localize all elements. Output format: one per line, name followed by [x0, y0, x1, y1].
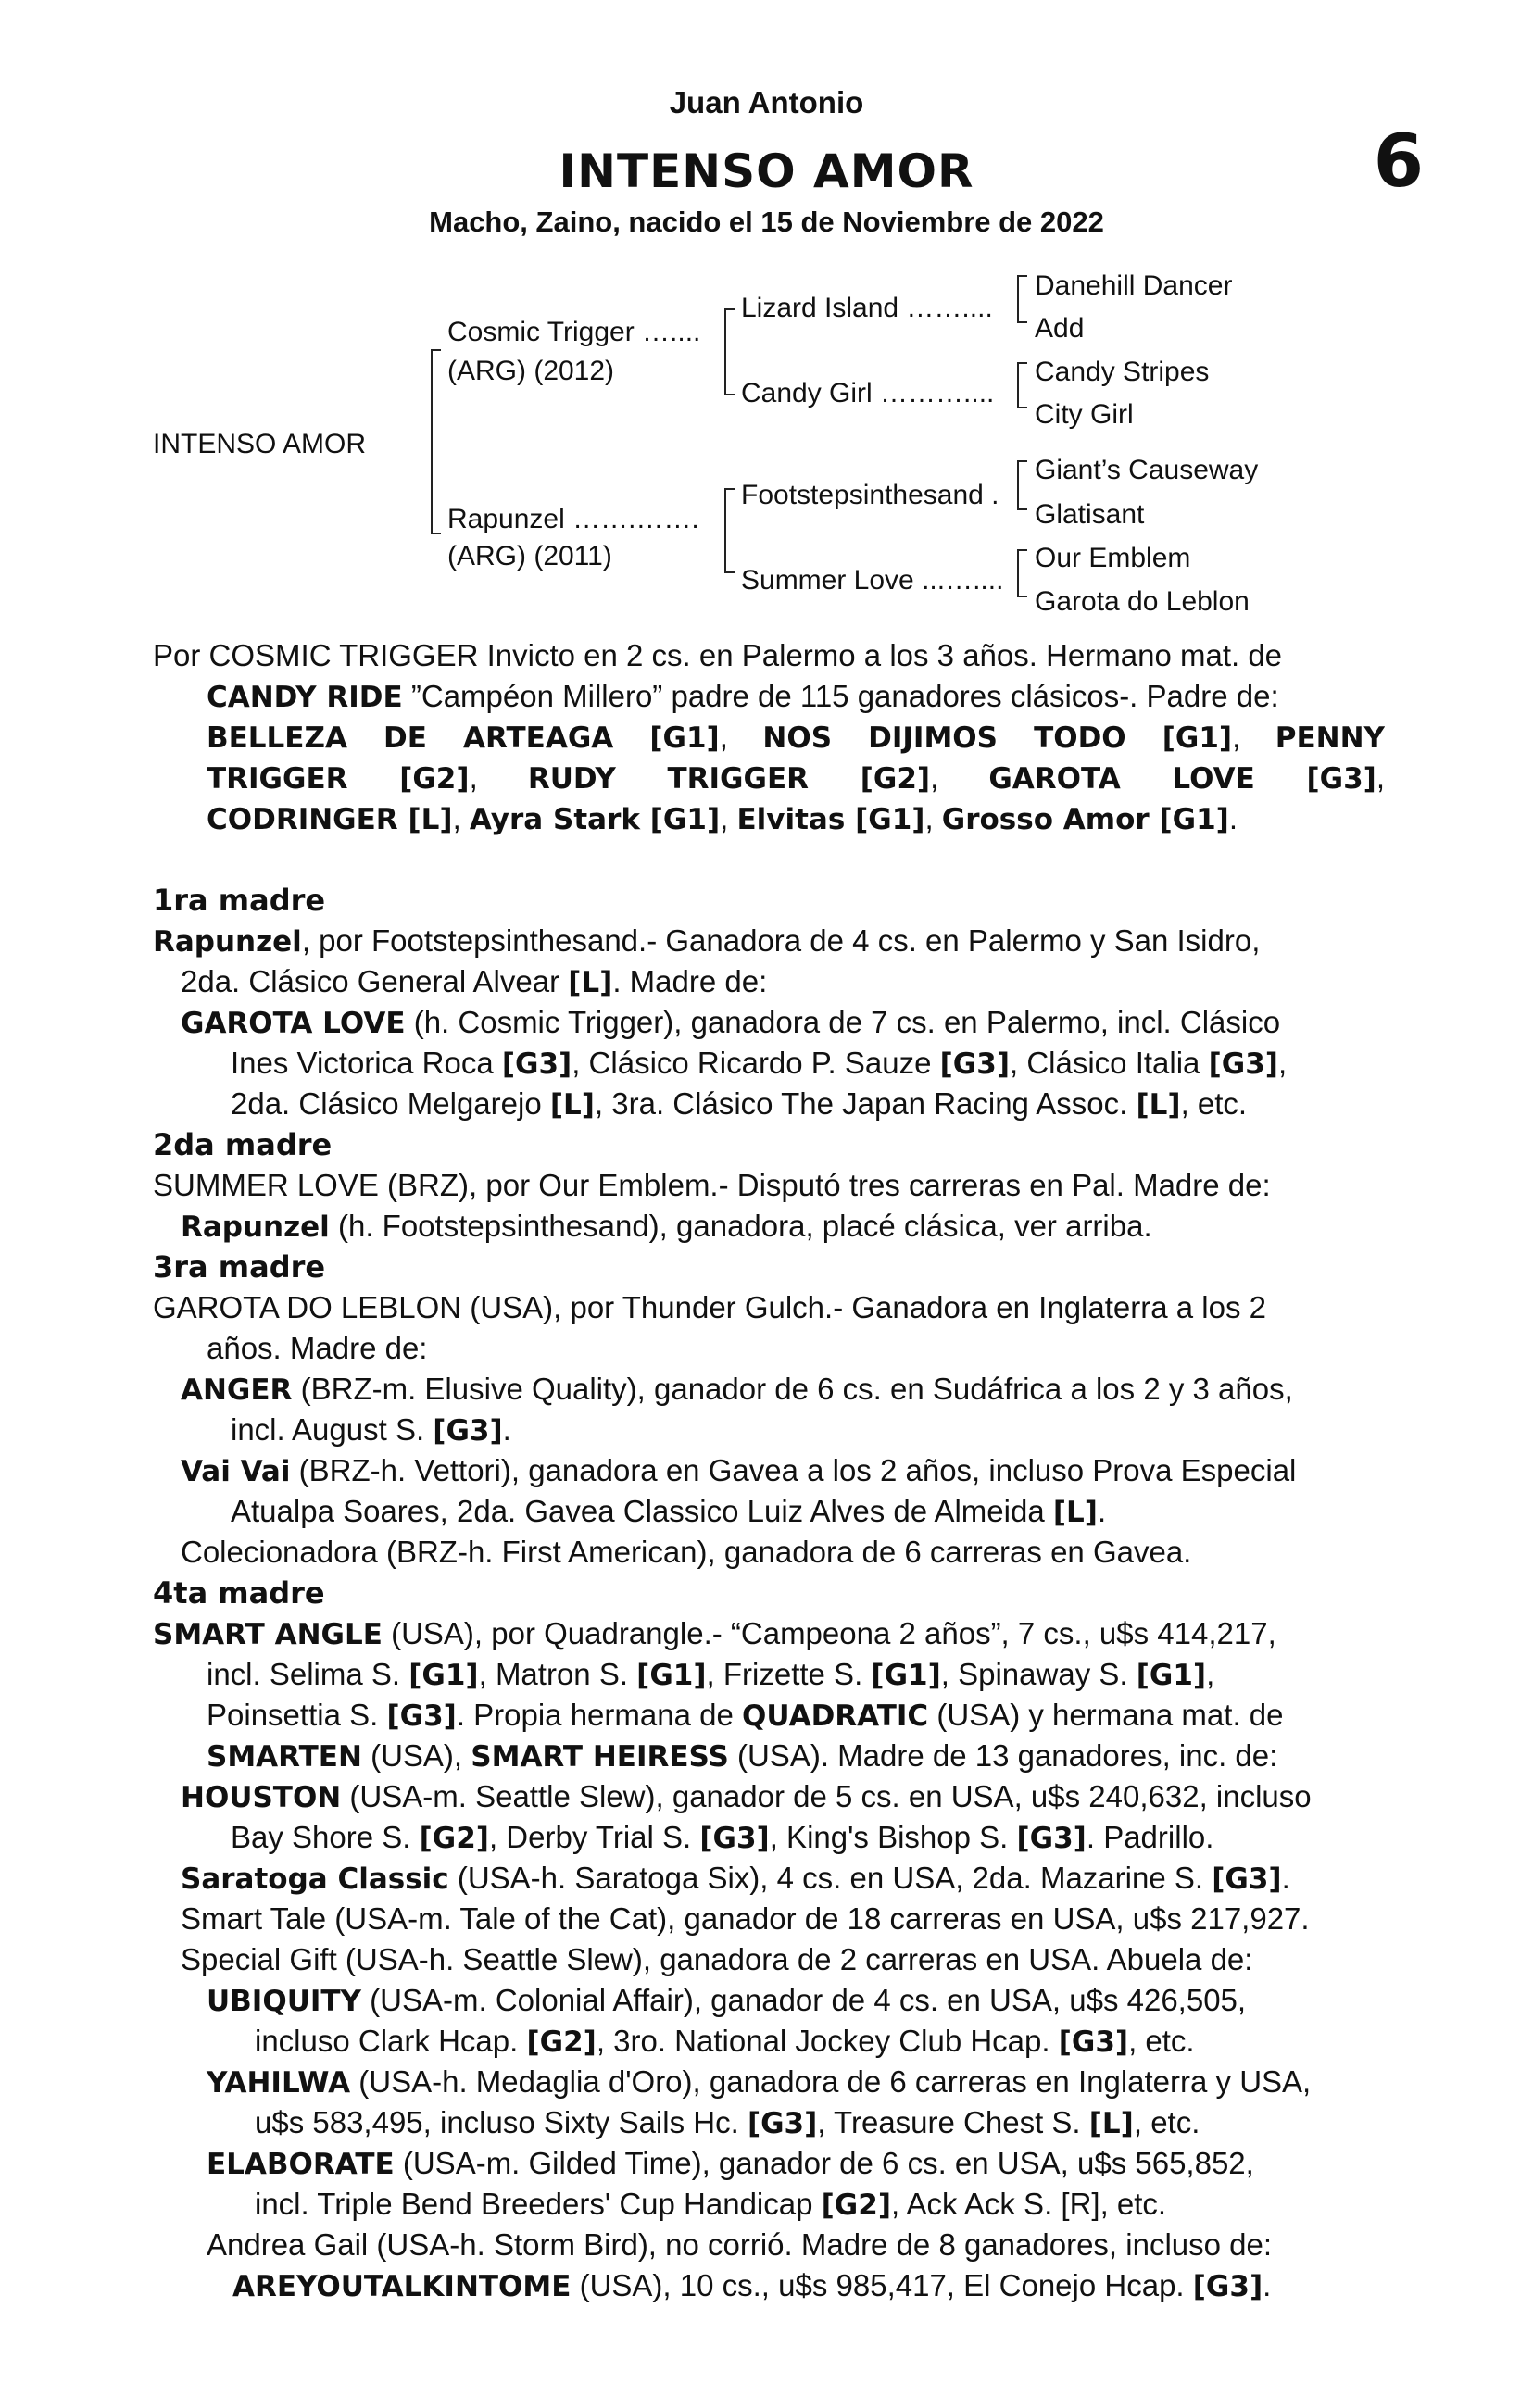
horse-ref: HOUSTON — [181, 1781, 342, 1814]
text-run: , Frizette S. — [706, 1657, 872, 1691]
text-run: , Ack Ack S. [R], etc. — [891, 2187, 1167, 2221]
text-line — [153, 921, 1385, 961]
horse-name: INTENSO AMOR — [559, 144, 974, 198]
text-run: (USA-m. Colonial Affair), ganador de 4 cs. en USA, u$s 426,505, — [361, 1983, 1247, 2017]
text-run: , Treasure Chest S. — [817, 2105, 1089, 2139]
text-run: Bay Shore S. — [231, 1820, 420, 1854]
section-heading: 1ra madre — [153, 883, 326, 918]
text-run: . — [1228, 801, 1238, 835]
text-line — [153, 1084, 1385, 1124]
text-run: GAROTA DO LEBLON (USA), por Thunder Gulch.- Ganadora en Inglaterra a los 2 — [153, 1290, 1266, 1324]
race-grade: [G3] — [433, 1414, 503, 1448]
text-run: SUMMER LOVE (BRZ), por Our Emblem.- Disputó tres carreras en Pal. Madre de: — [153, 1168, 1271, 1202]
text-run: . Madre de: — [612, 964, 768, 998]
text-run: 2da. Clásico General Alvear — [181, 964, 569, 998]
text-line — [153, 1532, 1385, 1573]
horse-ref: Rapunzel — [181, 1210, 330, 1244]
text-line — [153, 1980, 1385, 2021]
lot-number: 6 — [1373, 120, 1424, 204]
text-line — [153, 1206, 1385, 1247]
dam-name: Rapunzel …….……. — [447, 504, 699, 534]
text-run: Ines Victorica Roca — [231, 1046, 502, 1080]
text-run: , — [924, 801, 934, 835]
text-run: , — [1232, 720, 1241, 754]
text-run: ”Campéon Millero” padre de 115 ganadores clásicos-. Padre de: — [402, 679, 1279, 713]
text-run: , — [720, 801, 729, 835]
text-run: (USA), por Quadrangle.- “Campeona 2 años”, 7 cs., u$s 414,217, — [382, 1616, 1276, 1650]
race-grade: [L] — [549, 1088, 595, 1122]
text-run: , — [719, 720, 728, 754]
text-run: (USA), — [361, 1738, 471, 1773]
race-grade: [G1] — [636, 1659, 707, 1692]
horse-ref: GAROTA LOVE — [181, 1007, 406, 1040]
text-run: . Padrillo. — [1086, 1820, 1214, 1854]
fourth-dam-section — [153, 1573, 1385, 2306]
text-run: (USA). Madre de 13 ganadores, inc. de: — [728, 1738, 1278, 1773]
section-heading: 3ra madre — [153, 1249, 326, 1285]
text-run: Colecionadora (BRZ-h. First American), ganadora de 6 carreras en Gavea. — [181, 1535, 1192, 1569]
race-grade: [L] — [1052, 1496, 1098, 1529]
text-run: años. Madre de: — [207, 1331, 428, 1365]
text-line — [153, 2021, 1385, 2062]
text-run: , King's Bishop S. — [769, 1820, 1017, 1854]
text-run: . — [1263, 2268, 1272, 2302]
race-grade: [G3] — [747, 2107, 818, 2140]
race-grade: [G1] — [408, 1659, 479, 1692]
race-grade: [G3] — [1208, 1047, 1278, 1081]
owner-name: Juan Antonio — [669, 85, 864, 119]
text-run: Poinsettia S. — [207, 1698, 387, 1732]
great-grandparent: Giant’s Causeway — [1035, 455, 1259, 485]
text-run: . — [1097, 1494, 1107, 1528]
text-run: (USA-m. Gilded Time), ganador de 6 cs. en USA, u$s 565,852, — [394, 2146, 1254, 2180]
great-grandparent: City Girl — [1035, 399, 1134, 430]
text-run: (USA-h. Saratoga Six), 4 cs. en USA, 2da. Mazarine S. — [448, 1861, 1213, 1895]
text-line — [153, 798, 1385, 839]
text-line — [153, 1899, 1385, 1939]
text-line — [207, 717, 1385, 758]
text-run: . — [1281, 1861, 1290, 1895]
text-run: (USA-h. Medaglia d'Oro), ganadora de 6 carreras en Inglaterra y USA, — [350, 2064, 1312, 2099]
catalog-text — [153, 635, 1385, 2306]
text-line — [153, 1328, 1385, 1369]
text-run: , — [452, 801, 461, 835]
offspring-name: PENNY — [1275, 721, 1385, 755]
text-line — [153, 1002, 1385, 1043]
horse-ref: UBIQUITY — [207, 1985, 361, 2018]
offspring-name: NOS DIJIMOS TODO [G1] — [762, 721, 1233, 755]
text-run: incl. Triple Bend Breeders' Cup Handicap — [255, 2187, 822, 2221]
offspring-name: Elvitas [G1] — [736, 803, 925, 836]
text-line — [153, 1695, 1385, 1736]
offspring-name: BELLEZA DE ARTEAGA [G1] — [207, 721, 720, 755]
race-grade: [G3] — [1212, 1862, 1282, 1896]
horse-ref: ELABORATE — [207, 2148, 395, 2181]
text-line — [153, 1613, 1385, 1654]
grandparent: Candy Girl ……….... — [741, 378, 995, 408]
text-run: , 3ro. National Jockey Club Hcap. — [596, 2024, 1059, 2058]
text-line — [153, 1369, 1385, 1410]
text-run: . — [502, 1412, 511, 1447]
race-grade: [G1] — [871, 1659, 941, 1692]
race-grade: [G2] — [419, 1822, 489, 1855]
text-run: , Clásico Italia — [1010, 1046, 1209, 1080]
text-run: (USA) y hermana mat. de — [928, 1698, 1284, 1732]
text-run: , Spinaway S. — [940, 1657, 1137, 1691]
race-grade: [L] — [1136, 1088, 1181, 1122]
race-grade: [G3] — [1058, 2025, 1129, 2059]
text-line — [153, 2102, 1385, 2143]
race-grade: [G3] — [1192, 2270, 1263, 2303]
sire-origin: (ARG) (2012) — [447, 356, 615, 386]
race-grade: [G2] — [526, 2025, 597, 2059]
text-run: , Derby Trial S. — [488, 1820, 700, 1854]
first-dam-section — [153, 880, 1385, 1124]
horse-ref: QUADRATIC — [742, 1699, 929, 1733]
offspring-name: GAROTA LOVE [G3] — [988, 762, 1376, 796]
horse-ref: SMART ANGLE — [153, 1618, 383, 1651]
text-run: incl. Selima S. — [207, 1657, 409, 1691]
offspring-name: CODRINGER [L] — [207, 803, 453, 836]
text-line — [153, 2062, 1385, 2102]
text-run: 2da. Clásico Melgarejo — [231, 1086, 550, 1121]
text-line — [153, 1817, 1385, 1858]
horse-ref: Vai Vai — [181, 1455, 291, 1488]
pedigree-subject: INTENSO AMOR — [153, 429, 367, 459]
text-line — [153, 1410, 1385, 1450]
text-line — [153, 1654, 1385, 1695]
text-run: Atualpa Soares, 2da. Gavea Classico Luiz Alves de Almeida — [231, 1494, 1053, 1528]
great-grandparent: Garota do Leblon — [1035, 586, 1250, 617]
great-grandparent: Glatisant — [1035, 499, 1145, 530]
text-run: , — [1277, 1046, 1288, 1080]
race-grade: [L] — [1088, 2107, 1134, 2140]
horse-ref: AREYOUTALKINTOME — [232, 2270, 572, 2303]
text-run: incl. August S. — [231, 1412, 434, 1447]
race-grade: [G3] — [501, 1047, 572, 1081]
section-heading: 4ta madre — [153, 1575, 325, 1611]
race-grade: [G3] — [1016, 1822, 1087, 1855]
text-line — [153, 1043, 1385, 1084]
horse-ref: SMARTEN — [207, 1740, 362, 1774]
horse-ref: SMART HEIRESS — [471, 1740, 729, 1774]
text-run: . Propia hermana de — [456, 1698, 742, 1732]
horse-description: Macho, Zaino, nacido el 15 de Noviembre de 2022 — [429, 206, 1104, 238]
text-line — [153, 1776, 1385, 1817]
text-line — [153, 2143, 1385, 2184]
race-grade: [G1] — [1136, 1659, 1207, 1692]
grandparent: Summer Love ...….... — [741, 565, 1004, 596]
race-grade: [G3] — [699, 1822, 770, 1855]
race-grade: [G3] — [939, 1047, 1010, 1081]
text-run: (h. Cosmic Trigger), ganadora de 7 cs. en Palermo, incl. Clásico — [405, 1005, 1281, 1039]
grandparent: Lizard Island …….... — [741, 293, 993, 323]
offspring-name: Ayra Stark [G1] — [469, 803, 721, 836]
text-line — [153, 1165, 1385, 1206]
offspring-name: RUDY TRIGGER [G2] — [527, 762, 931, 796]
text-line — [153, 1450, 1385, 1491]
text-run: Por COSMIC TRIGGER Invicto en 2 cs. en Palermo a los 3 años. Hermano mat. de — [153, 638, 1283, 672]
text-run: , etc. — [1180, 1086, 1248, 1121]
great-grandparent: Danehill Dancer — [1035, 270, 1233, 301]
race-grade: [G3] — [386, 1699, 457, 1733]
text-line — [153, 961, 1385, 1002]
text-line — [153, 1287, 1385, 1328]
third-dam-section — [153, 1247, 1385, 1573]
text-run: incluso Clark Hcap. — [255, 2024, 527, 2058]
text-run: Smart Tale (USA-m. Tale of the Cat), ganador de 18 carreras en USA, u$s 217,927. — [181, 1901, 1310, 1936]
horse-ref: ANGER — [181, 1373, 293, 1407]
text-run: Special Gift (USA-h. Seattle Slew), ganadora de 2 carreras en USA. Abuela de: — [181, 1942, 1253, 1976]
offspring-name: Grosso Amor [G1] — [941, 803, 1229, 836]
grandparent: Footstepsinthesand . — [741, 480, 999, 510]
text-run: Andrea Gail (USA-h. Storm Bird), no corrió. Madre de 8 ganadores, incluso de: — [207, 2227, 1273, 2262]
text-line — [153, 2225, 1385, 2265]
text-run: , — [469, 760, 478, 795]
text-line — [153, 2265, 1385, 2306]
great-grandparent: Our Emblem — [1035, 543, 1191, 573]
text-run: , Clásico Ricardo P. Sauze — [572, 1046, 940, 1080]
text-run: (BRZ-h. Vettori), ganadora en Gavea a los 2 años, incluso Prova Especial — [290, 1453, 1297, 1487]
sire-name: Cosmic Trigger ….... — [447, 317, 701, 347]
text-run: (USA), 10 cs., u$s 985,417, El Conejo Hcap. — [571, 2268, 1193, 2302]
text-run: , etc. — [1133, 2105, 1200, 2139]
second-dam-section — [153, 1124, 1385, 1247]
text-run: , 3ra. Clásico The Japan Racing Assoc. — [594, 1086, 1137, 1121]
dam-origin: (ARG) (2011) — [447, 541, 612, 571]
text-line — [153, 676, 1385, 717]
offspring-name: TRIGGER [G2] — [207, 762, 470, 796]
sire-section — [153, 635, 1385, 839]
horse-ref: Saratoga Classic — [181, 1862, 449, 1896]
text-run: u$s 583,495, incluso Sixty Sails Hc. — [255, 2105, 748, 2139]
text-run: , — [930, 760, 939, 795]
text-run: , — [1206, 1657, 1215, 1691]
race-grade: [G2] — [821, 2189, 891, 2222]
text-line — [153, 1491, 1385, 1532]
text-line — [153, 1736, 1385, 1776]
text-run: , etc. — [1128, 2024, 1195, 2058]
stallion-name: CANDY RIDE — [207, 681, 403, 714]
section-heading: 2da madre — [153, 1127, 333, 1162]
text-run: (BRZ-m. Elusive Quality), ganador de 6 cs. en Sudáfrica a los 2 y 3 años, — [292, 1372, 1293, 1406]
text-line — [153, 1858, 1385, 1899]
great-grandparent: Candy Stripes — [1035, 357, 1210, 387]
text-line — [207, 758, 1385, 798]
great-grandparent: Add — [1035, 313, 1085, 344]
race-grade: [L] — [568, 966, 613, 999]
text-line — [153, 635, 1385, 676]
text-line — [153, 1939, 1385, 1980]
horse-ref: Rapunzel — [153, 925, 302, 959]
text-run: , — [1376, 760, 1385, 795]
text-run: , por Footstepsinthesand.- Ganadora de 4 cs. en Palermo y San Isidro, — [301, 923, 1261, 958]
text-run: (USA-m. Seattle Slew), ganador de 5 cs. en USA, u$s 240,632, incluso — [341, 1779, 1312, 1813]
text-run: , Matron S. — [478, 1657, 637, 1691]
text-line — [153, 2184, 1385, 2225]
text-run: (h. Footstepsinthesand), ganadora, placé clásica, ver arriba. — [329, 1209, 1152, 1243]
horse-ref: YAHILWA — [207, 2066, 351, 2100]
